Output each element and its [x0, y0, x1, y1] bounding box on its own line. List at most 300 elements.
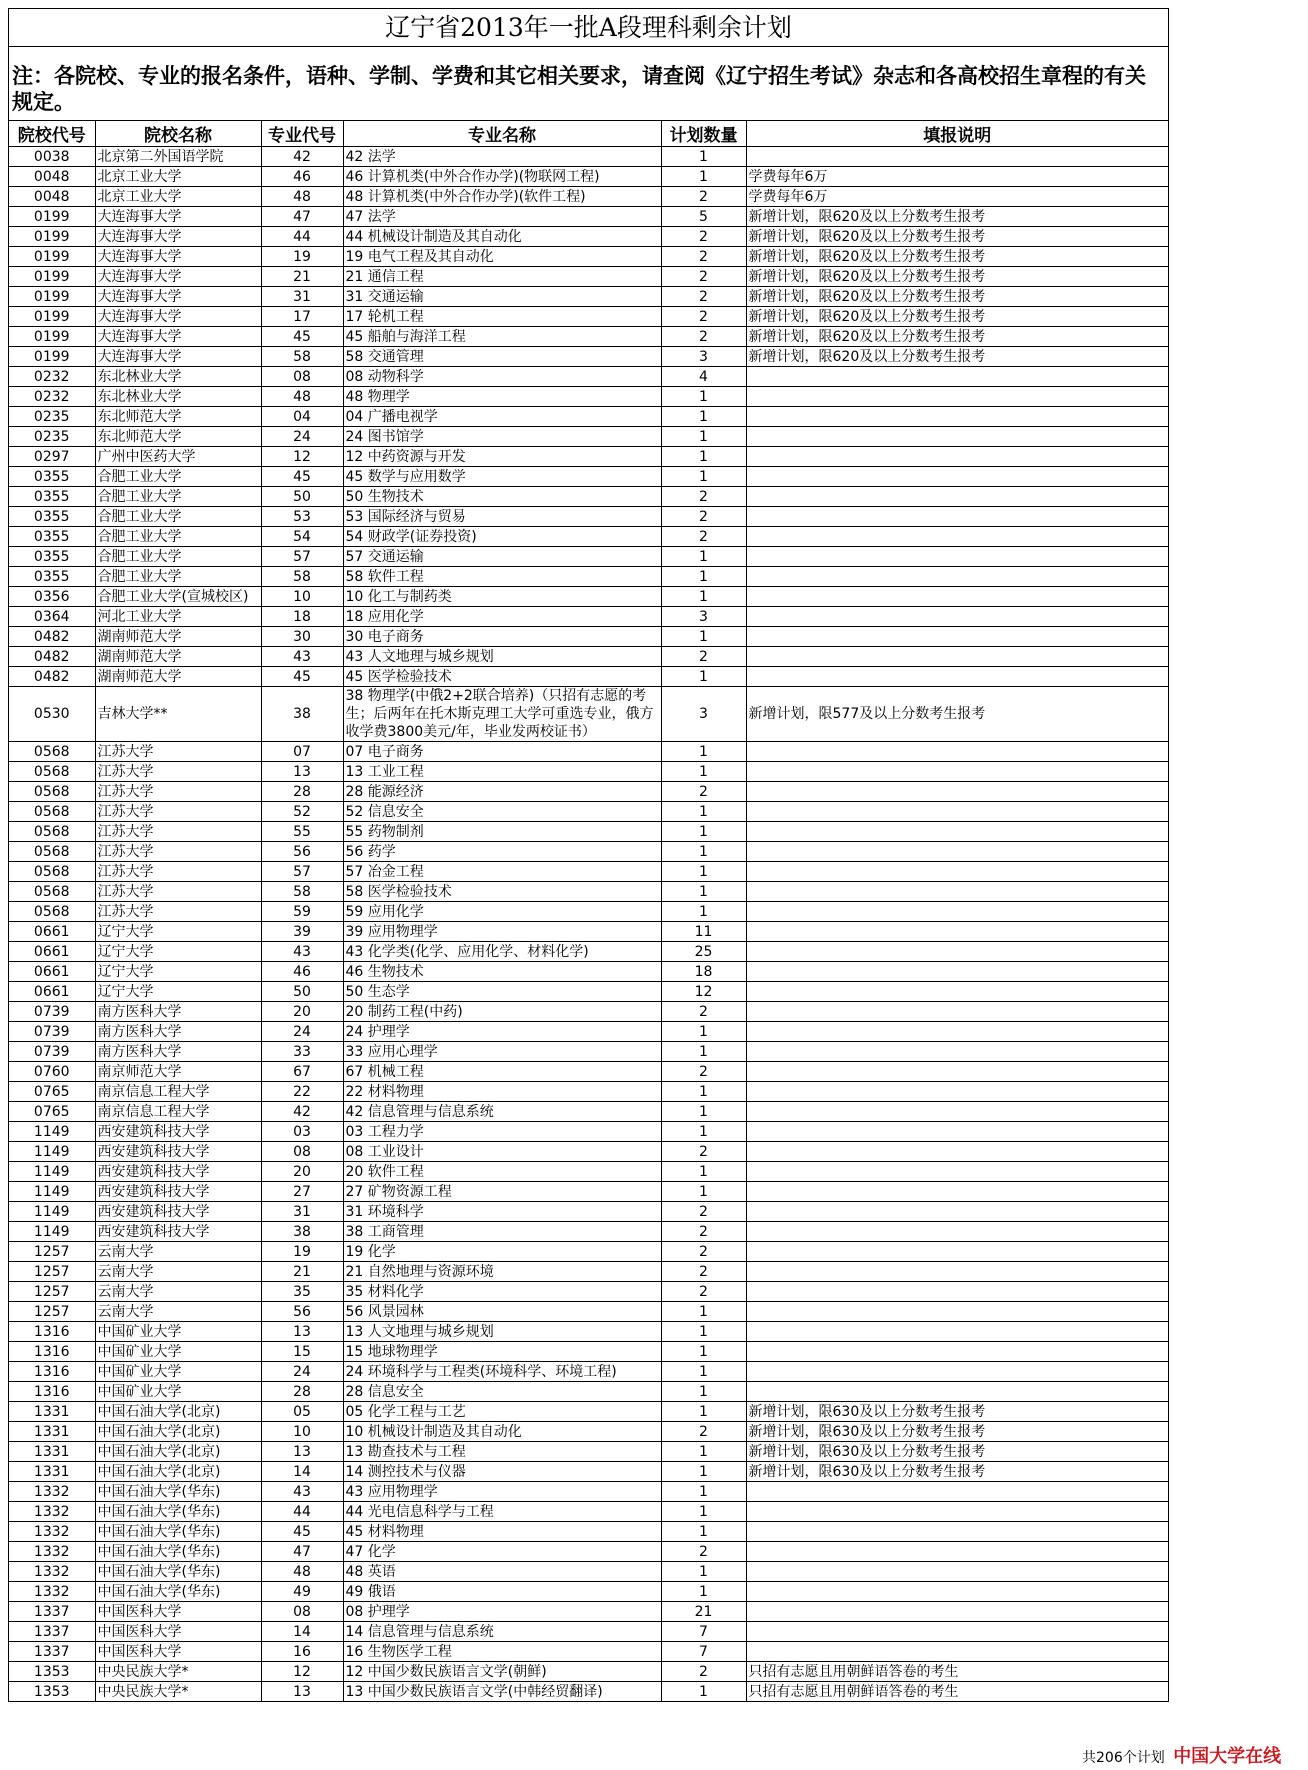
- cell-major-code: 57: [261, 547, 343, 567]
- cell-remarks: 新增计划，限620及以上分数考生报考: [746, 307, 1168, 327]
- cell-school-name: 大连海事大学: [95, 247, 261, 267]
- cell-school-code: 1149: [9, 1142, 95, 1162]
- cell-school-code: 0739: [9, 1002, 95, 1022]
- cell-school-code: 1149: [9, 1202, 95, 1222]
- table-row: [9, 407, 1168, 427]
- cell-school-code: 1316: [9, 1342, 95, 1362]
- cell-remarks: [746, 942, 1168, 962]
- cell-remarks: 新增计划，限630及以上分数考生报考: [746, 1442, 1168, 1462]
- cell-remarks: [746, 1362, 1168, 1382]
- table-row: [9, 1502, 1168, 1522]
- cell-school-name: 合肥工业大学: [95, 507, 261, 527]
- cell-school-name: 西安建筑科技大学: [95, 1162, 261, 1182]
- cell-major-code: 13: [261, 762, 343, 782]
- table-row: [9, 247, 1168, 267]
- cell-major-name: 04 广播电视学: [343, 407, 661, 427]
- cell-remarks: [746, 1102, 1168, 1122]
- cell-major-code: 24: [261, 1022, 343, 1042]
- cell-plan-count: 1: [661, 902, 746, 922]
- cell-plan-count: 2: [661, 647, 746, 667]
- cell-plan-count: 1: [661, 407, 746, 427]
- cell-major-code: 04: [261, 407, 343, 427]
- cell-major-code: 45: [261, 667, 343, 687]
- cell-school-code: 0232: [9, 387, 95, 407]
- cell-major-name: 31 交通运输: [343, 287, 661, 307]
- cell-major-name: 19 化学: [343, 1242, 661, 1262]
- cell-major-code: 56: [261, 842, 343, 862]
- cell-remarks: [746, 842, 1168, 862]
- cell-school-name: 中国矿业大学: [95, 1342, 261, 1362]
- cell-school-name: 江苏大学: [95, 842, 261, 862]
- cell-major-code: 58: [261, 882, 343, 902]
- cell-major-code: 13: [261, 1442, 343, 1462]
- cell-remarks: [746, 1622, 1168, 1642]
- cell-plan-count: 2: [661, 1142, 746, 1162]
- note-text: 注：各院校、专业的报名条件，语种、学制、学费和其它相关要求，请查阅《辽宁招生考试》杂志和各高校招生章程的有关规定。: [9, 47, 1168, 121]
- cell-school-code: 1316: [9, 1362, 95, 1382]
- table-row: [9, 607, 1168, 627]
- cell-major-code: 44: [261, 227, 343, 247]
- cell-plan-count: 1: [661, 387, 746, 407]
- header-school-code: 院校代号: [9, 121, 95, 147]
- cell-major-name: 12 中药资源与开发: [343, 447, 661, 467]
- cell-school-name: 东北林业大学: [95, 367, 261, 387]
- cell-school-name: 中国石油大学(华东): [95, 1542, 261, 1562]
- cell-remarks: [746, 427, 1168, 447]
- cell-plan-count: 3: [661, 687, 746, 742]
- cell-school-name: 大连海事大学: [95, 327, 261, 347]
- cell-school-code: 0199: [9, 207, 95, 227]
- cell-major-name: 48 物理学: [343, 387, 661, 407]
- cell-school-code: 1332: [9, 1502, 95, 1522]
- cell-major-code: 10: [261, 1422, 343, 1442]
- cell-school-code: 0048: [9, 167, 95, 187]
- cell-plan-count: 1: [661, 762, 746, 782]
- cell-school-code: 1316: [9, 1382, 95, 1402]
- cell-major-name: 38 工商管理: [343, 1222, 661, 1242]
- table-row: [9, 1642, 1168, 1662]
- table-row: [9, 547, 1168, 567]
- cell-remarks: [746, 1142, 1168, 1162]
- cell-remarks: 新增计划，限630及以上分数考生报考: [746, 1422, 1168, 1442]
- cell-major-name: 53 国际经济与贸易: [343, 507, 661, 527]
- cell-school-name: 东北师范大学: [95, 427, 261, 447]
- table-row: [9, 667, 1168, 687]
- cell-remarks: [746, 387, 1168, 407]
- cell-major-code: 21: [261, 1262, 343, 1282]
- cell-school-name: 中国石油大学(华东): [95, 1582, 261, 1602]
- cell-school-code: 1257: [9, 1242, 95, 1262]
- table-row: [9, 447, 1168, 467]
- cell-major-name: 57 交通运输: [343, 547, 661, 567]
- cell-remarks: [746, 1042, 1168, 1062]
- cell-major-name: 13 勘查技术与工程: [343, 1442, 661, 1462]
- cell-plan-count: 1: [661, 467, 746, 487]
- cell-school-code: 1149: [9, 1162, 95, 1182]
- cell-plan-count: 2: [661, 487, 746, 507]
- cell-remarks: [746, 567, 1168, 587]
- cell-plan-count: 1: [661, 667, 746, 687]
- cell-school-name: 江苏大学: [95, 902, 261, 922]
- cell-major-name: 10 机械设计制造及其自动化: [343, 1422, 661, 1442]
- cell-school-code: 0199: [9, 307, 95, 327]
- cell-major-name: 55 药物制剂: [343, 822, 661, 842]
- cell-school-name: 中国石油大学(北京): [95, 1462, 261, 1482]
- table-row: [9, 1122, 1168, 1142]
- cell-major-name: 58 软件工程: [343, 567, 661, 587]
- cell-school-name: 西安建筑科技大学: [95, 1142, 261, 1162]
- cell-major-name: 14 测控技术与仪器: [343, 1462, 661, 1482]
- cell-school-name: 合肥工业大学: [95, 467, 261, 487]
- cell-school-name: 江苏大学: [95, 762, 261, 782]
- cell-school-name: 辽宁大学: [95, 962, 261, 982]
- table-row: [9, 147, 1168, 167]
- cell-school-code: 1257: [9, 1262, 95, 1282]
- cell-major-code: 21: [261, 267, 343, 287]
- cell-remarks: [746, 607, 1168, 627]
- cell-plan-count: 1: [661, 882, 746, 902]
- table-row: [9, 1542, 1168, 1562]
- cell-major-name: 03 工程力学: [343, 1122, 661, 1142]
- cell-major-code: 10: [261, 587, 343, 607]
- cell-major-code: 67: [261, 1062, 343, 1082]
- cell-school-code: 1337: [9, 1642, 95, 1662]
- cell-remarks: 学费每年6万: [746, 167, 1168, 187]
- cell-plan-count: 1: [661, 167, 746, 187]
- cell-plan-count: 1: [661, 862, 746, 882]
- cell-school-name: 中国石油大学(华东): [95, 1562, 261, 1582]
- cell-major-code: 45: [261, 1522, 343, 1542]
- cell-plan-count: 2: [661, 1002, 746, 1022]
- cell-major-code: 50: [261, 487, 343, 507]
- cell-major-code: 56: [261, 1302, 343, 1322]
- cell-major-name: 45 船舶与海洋工程: [343, 327, 661, 347]
- cell-school-code: 0199: [9, 327, 95, 347]
- cell-plan-count: 5: [661, 207, 746, 227]
- cell-remarks: 新增计划，限620及以上分数考生报考: [746, 327, 1168, 347]
- cell-major-name: 19 电气工程及其自动化: [343, 247, 661, 267]
- cell-major-name: 45 医学检验技术: [343, 667, 661, 687]
- cell-school-code: 1337: [9, 1622, 95, 1642]
- cell-major-name: 42 法学: [343, 147, 661, 167]
- cell-major-code: 58: [261, 347, 343, 367]
- cell-school-code: 0038: [9, 147, 95, 167]
- cell-major-name: 43 人文地理与城乡规划: [343, 647, 661, 667]
- cell-school-code: 0235: [9, 427, 95, 447]
- cell-school-name: 西安建筑科技大学: [95, 1202, 261, 1222]
- cell-major-name: 21 通信工程: [343, 267, 661, 287]
- plan-sheet: [8, 8, 1169, 1702]
- cell-remarks: [746, 1302, 1168, 1322]
- table-row: [9, 487, 1168, 507]
- cell-remarks: [746, 487, 1168, 507]
- table-row: [9, 842, 1168, 862]
- table-row: [9, 1222, 1168, 1242]
- cell-school-code: 0199: [9, 267, 95, 287]
- cell-remarks: [746, 647, 1168, 667]
- cell-school-code: 1149: [9, 1222, 95, 1242]
- cell-school-name: 中国矿业大学: [95, 1382, 261, 1402]
- cell-school-name: 合肥工业大学: [95, 487, 261, 507]
- cell-remarks: [746, 527, 1168, 547]
- cell-major-name: 47 法学: [343, 207, 661, 227]
- cell-major-name: 17 轮机工程: [343, 307, 661, 327]
- cell-school-name: 南京信息工程大学: [95, 1102, 261, 1122]
- cell-plan-count: 2: [661, 1062, 746, 1082]
- cell-remarks: [746, 1122, 1168, 1142]
- cell-remarks: [746, 1202, 1168, 1222]
- table-row: [9, 922, 1168, 942]
- cell-major-code: 13: [261, 1682, 343, 1702]
- table-row: [9, 1362, 1168, 1382]
- cell-major-code: 31: [261, 1202, 343, 1222]
- table-row: [9, 627, 1168, 647]
- table-row: [9, 782, 1168, 802]
- cell-school-code: 0568: [9, 782, 95, 802]
- cell-school-name: 云南大学: [95, 1262, 261, 1282]
- cell-remarks: [746, 547, 1168, 567]
- cell-plan-count: 1: [661, 802, 746, 822]
- header-plan-count: 计划数量: [661, 121, 746, 147]
- cell-school-code: 0661: [9, 922, 95, 942]
- cell-school-code: 0482: [9, 627, 95, 647]
- cell-plan-count: 1: [661, 1562, 746, 1582]
- cell-major-name: 58 医学检验技术: [343, 882, 661, 902]
- cell-major-code: 27: [261, 1182, 343, 1202]
- table-row: [9, 942, 1168, 962]
- cell-plan-count: 1: [661, 1362, 746, 1382]
- table-row: [9, 1442, 1168, 1462]
- cell-plan-count: 2: [661, 307, 746, 327]
- cell-school-code: 1353: [9, 1682, 95, 1702]
- cell-school-code: 0568: [9, 842, 95, 862]
- cell-school-name: 南方医科大学: [95, 1022, 261, 1042]
- cell-remarks: [746, 447, 1168, 467]
- cell-remarks: [746, 1322, 1168, 1342]
- table-row: [9, 1242, 1168, 1262]
- cell-plan-count: 4: [661, 367, 746, 387]
- cell-remarks: [746, 1342, 1168, 1362]
- cell-plan-count: 1: [661, 1522, 746, 1542]
- cell-major-name: 67 机械工程: [343, 1062, 661, 1082]
- cell-school-name: 中国矿业大学: [95, 1322, 261, 1342]
- table-row: [9, 1022, 1168, 1042]
- cell-plan-count: 1: [661, 1022, 746, 1042]
- table-row: [9, 1582, 1168, 1602]
- cell-school-name: 广州中医药大学: [95, 447, 261, 467]
- cell-plan-count: 1: [661, 147, 746, 167]
- cell-major-name: 13 人文地理与城乡规划: [343, 1322, 661, 1342]
- brand-logo: 中国大学在线: [1173, 1746, 1282, 1767]
- cell-remarks: [746, 1062, 1168, 1082]
- cell-major-name: 58 交通管理: [343, 347, 661, 367]
- cell-school-name: 南京师范大学: [95, 1062, 261, 1082]
- cell-plan-count: 1: [661, 1082, 746, 1102]
- cell-school-code: 1331: [9, 1422, 95, 1442]
- cell-remarks: [746, 407, 1168, 427]
- cell-remarks: [746, 1642, 1168, 1662]
- cell-plan-count: 3: [661, 347, 746, 367]
- cell-school-name: 吉林大学**: [95, 687, 261, 742]
- cell-remarks: [746, 1502, 1168, 1522]
- cell-school-code: 0199: [9, 287, 95, 307]
- cell-school-name: 辽宁大学: [95, 942, 261, 962]
- table-row: [9, 1422, 1168, 1442]
- cell-plan-count: 1: [661, 1502, 746, 1522]
- cell-remarks: [746, 762, 1168, 782]
- cell-remarks: [746, 627, 1168, 647]
- table-row: [9, 1162, 1168, 1182]
- cell-major-name: 27 矿物资源工程: [343, 1182, 661, 1202]
- cell-plan-count: 2: [661, 327, 746, 347]
- cell-plan-count: 1: [661, 1182, 746, 1202]
- cell-school-name: 合肥工业大学: [95, 567, 261, 587]
- cell-major-code: 08: [261, 1602, 343, 1622]
- cell-major-code: 28: [261, 1382, 343, 1402]
- cell-major-name: 24 环境科学与工程类(环境科学、环境工程): [343, 1362, 661, 1382]
- table-row: [9, 762, 1168, 782]
- cell-major-code: 22: [261, 1082, 343, 1102]
- cell-plan-count: 3: [661, 607, 746, 627]
- cell-plan-count: 7: [661, 1642, 746, 1662]
- cell-major-code: 42: [261, 1102, 343, 1122]
- cell-school-code: 0364: [9, 607, 95, 627]
- cell-major-name: 28 能源经济: [343, 782, 661, 802]
- cell-major-code: 38: [261, 687, 343, 742]
- cell-major-name: 54 财政学(证券投资): [343, 527, 661, 547]
- cell-major-name: 14 信息管理与信息系统: [343, 1622, 661, 1642]
- cell-school-code: 0355: [9, 507, 95, 527]
- cell-major-code: 50: [261, 982, 343, 1002]
- cell-remarks: 新增计划，限620及以上分数考生报考: [746, 227, 1168, 247]
- table-row: [9, 962, 1168, 982]
- cell-plan-count: 2: [661, 1662, 746, 1682]
- cell-plan-count: 25: [661, 942, 746, 962]
- cell-school-code: 1332: [9, 1582, 95, 1602]
- cell-school-code: 0355: [9, 567, 95, 587]
- cell-remarks: [746, 1382, 1168, 1402]
- cell-remarks: 学费每年6万: [746, 187, 1168, 207]
- cell-remarks: [746, 147, 1168, 167]
- cell-major-name: 35 材料化学: [343, 1282, 661, 1302]
- table-row: [9, 1082, 1168, 1102]
- cell-major-name: 48 计算机类(中外合作办学)(软件工程): [343, 187, 661, 207]
- table-row: [9, 1562, 1168, 1582]
- cell-major-name: 56 风景园林: [343, 1302, 661, 1322]
- cell-school-name: 中央民族大学*: [95, 1682, 261, 1702]
- table-row: [9, 207, 1168, 227]
- cell-remarks: 新增计划，限630及以上分数考生报考: [746, 1402, 1168, 1422]
- cell-major-code: 43: [261, 1482, 343, 1502]
- cell-major-name: 44 光电信息科学与工程: [343, 1502, 661, 1522]
- cell-remarks: [746, 822, 1168, 842]
- cell-remarks: [746, 587, 1168, 607]
- cell-school-name: 北京工业大学: [95, 187, 261, 207]
- cell-school-name: 南方医科大学: [95, 1042, 261, 1062]
- table-row: [9, 822, 1168, 842]
- cell-plan-count: 1: [661, 627, 746, 647]
- cell-school-name: 东北师范大学: [95, 407, 261, 427]
- cell-major-name: 10 化工与制药类: [343, 587, 661, 607]
- cell-school-code: 0661: [9, 962, 95, 982]
- table-row: [9, 1142, 1168, 1162]
- cell-school-name: 合肥工业大学: [95, 547, 261, 567]
- cell-school-code: 0568: [9, 802, 95, 822]
- cell-major-code: 15: [261, 1342, 343, 1362]
- cell-school-code: 0568: [9, 762, 95, 782]
- table-row: [9, 467, 1168, 487]
- cell-plan-count: 2: [661, 267, 746, 287]
- cell-plan-count: 2: [661, 1422, 746, 1442]
- table-row: [9, 1662, 1168, 1682]
- cell-remarks: [746, 1522, 1168, 1542]
- cell-major-name: 50 生物技术: [343, 487, 661, 507]
- cell-school-code: 0199: [9, 347, 95, 367]
- cell-remarks: [746, 1162, 1168, 1182]
- cell-major-code: 18: [261, 607, 343, 627]
- cell-school-code: 1331: [9, 1442, 95, 1462]
- table-row: [9, 1522, 1168, 1542]
- cell-plan-count: 1: [661, 1382, 746, 1402]
- cell-plan-count: 2: [661, 782, 746, 802]
- table-row: [9, 1402, 1168, 1422]
- cell-school-name: 中国矿业大学: [95, 1362, 261, 1382]
- cell-major-name: 42 信息管理与信息系统: [343, 1102, 661, 1122]
- cell-major-code: 12: [261, 447, 343, 467]
- cell-major-code: 48: [261, 187, 343, 207]
- cell-plan-count: 1: [661, 1482, 746, 1502]
- cell-major-name: 15 地球物理学: [343, 1342, 661, 1362]
- cell-major-code: 44: [261, 1502, 343, 1522]
- cell-remarks: [746, 982, 1168, 1002]
- cell-plan-count: 2: [661, 287, 746, 307]
- cell-school-name: 辽宁大学: [95, 922, 261, 942]
- cell-plan-count: 1: [661, 1342, 746, 1362]
- table-row: [9, 1682, 1168, 1702]
- cell-school-code: 0568: [9, 822, 95, 842]
- cell-major-code: 43: [261, 647, 343, 667]
- cell-school-name: 合肥工业大学(宣城校区): [95, 587, 261, 607]
- cell-major-code: 13: [261, 1322, 343, 1342]
- cell-major-code: 33: [261, 1042, 343, 1062]
- cell-school-code: 1353: [9, 1662, 95, 1682]
- cell-major-name: 46 生物技术: [343, 962, 661, 982]
- cell-school-name: 江苏大学: [95, 882, 261, 902]
- cell-remarks: [746, 1022, 1168, 1042]
- cell-school-name: 大连海事大学: [95, 307, 261, 327]
- cell-school-code: 0048: [9, 187, 95, 207]
- cell-remarks: [746, 802, 1168, 822]
- cell-school-code: 0235: [9, 407, 95, 427]
- cell-major-code: 54: [261, 527, 343, 547]
- cell-major-name: 46 计算机类(中外合作办学)(物联网工程): [343, 167, 661, 187]
- cell-school-code: 0765: [9, 1102, 95, 1122]
- cell-plan-count: 2: [661, 227, 746, 247]
- cell-plan-count: 1: [661, 1322, 746, 1342]
- cell-school-name: 合肥工业大学: [95, 527, 261, 547]
- cell-remarks: [746, 1182, 1168, 1202]
- cell-remarks: [746, 507, 1168, 527]
- cell-major-code: 20: [261, 1002, 343, 1022]
- cell-school-name: 湖南师范大学: [95, 667, 261, 687]
- cell-plan-count: 1: [661, 447, 746, 467]
- cell-major-name: 45 数学与应用数学: [343, 467, 661, 487]
- cell-plan-count: 1: [661, 842, 746, 862]
- cell-school-code: 0765: [9, 1082, 95, 1102]
- cell-major-name: 24 图书馆学: [343, 427, 661, 447]
- cell-school-name: 辽宁大学: [95, 982, 261, 1002]
- table-row: [9, 187, 1168, 207]
